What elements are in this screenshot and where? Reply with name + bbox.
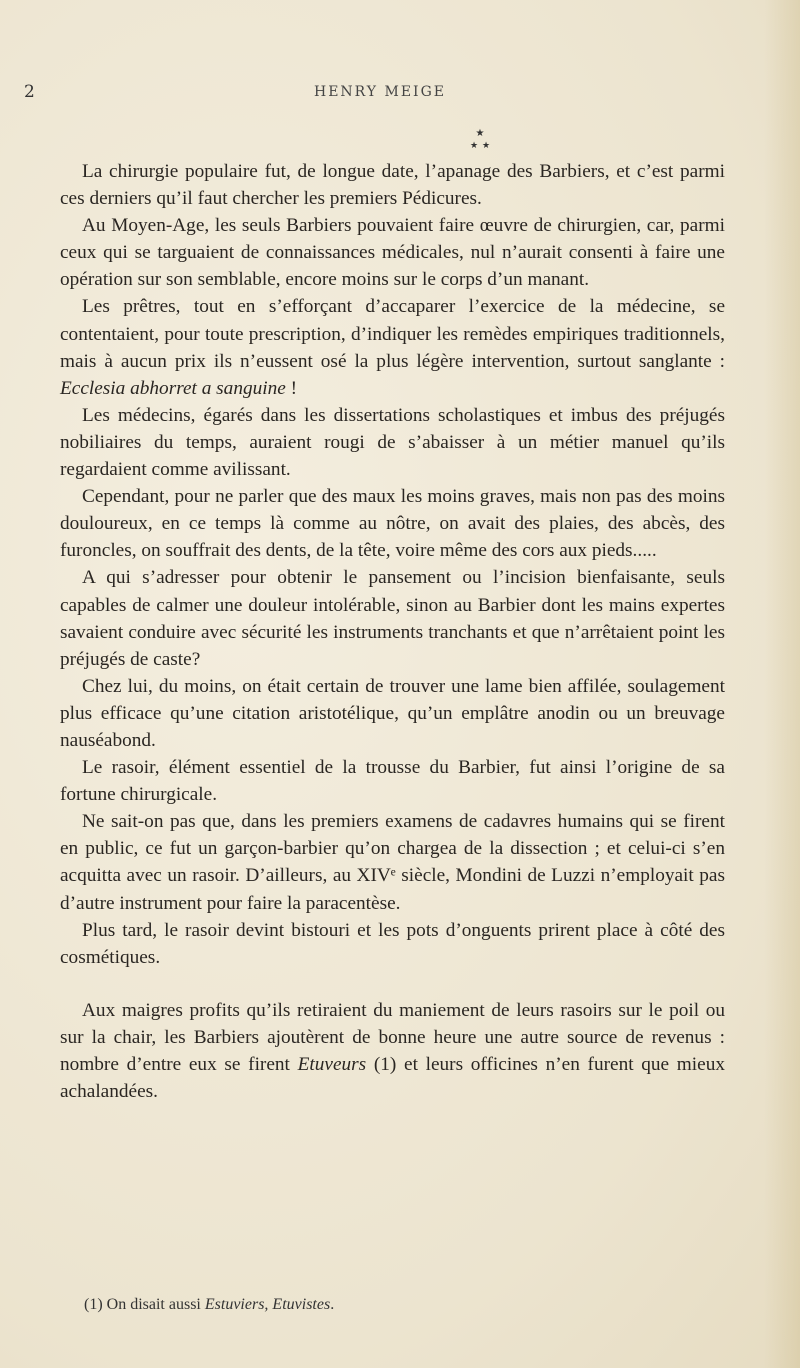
paragraph: Cependant, pour ne parler que des maux les moins graves, mais non pas des moins douloureux, en ce temps là comme au nôtre, on avait des plaies, des abcès, des furoncles, on souffrait des dents, de la tête, voire même des cors aux pieds..... <box>60 486 725 562</box>
page-edge-shading <box>764 0 800 1368</box>
page-header <box>24 82 724 106</box>
paragraph: Chez lui, du moins, on était certain de trouver une lame bien affilée, soulagement plus efficace qu’une citation aristotélique, qu’un emplâtre anodin ou un breuvage nauséabond. <box>60 675 725 751</box>
latin-quote: Ecclesia abhorret a sanguine <box>60 377 286 399</box>
svg-text:★: ★ <box>469 141 479 151</box>
paragraph: Au Moyen-Age, les seuls Barbiers pouvaient faire œuvre de chirurgien, car, parmi ceux qui se targuaient de connaissances médicales, nul n’aurait consenti à faire une opération sur son semblable, encore moins sur le corps d’un manant. <box>60 215 725 291</box>
running-head: HENRY MEIGE <box>314 84 446 100</box>
paragraph: La chirurgie populaire fut, de longue date, l’apanage des Barbiers, et c’est parmi ces derniers qu’il faut chercher les premiers Pédicures. <box>60 161 725 210</box>
paragraph: Ne sait-on pas que, dans les premiers examens de cadavres humains qui se firent en public, ce fut un garçon-barbier qu’on chargea de la dissection ; et celui-ci s’en acquitta avec un rasoir. D’ailleurs, au XIVᵉ siècle, Mondini de Luzzi n’employait pas d’autre instrument pour faire la paracentèse. <box>60 811 725 914</box>
footnote: (1) On disait aussi Estuviers, Etuvistes. <box>84 1296 335 1313</box>
svg-text:★: ★ <box>481 141 491 151</box>
svg-text:★: ★ <box>475 128 485 139</box>
paragraph: Les prêtres, tout en s’efforçant d’accaparer l’exercice de la médecine, se contentaient, pour toute prescription, d’indiquer les remèdes empiriques traditionnels, mais à aucun prix ils n’eussent osé la plus légère intervention, surtout sanglante : Ecclesia abhorret a sanguine ! <box>60 296 725 399</box>
paragraph: Plus tard, le rasoir devint bistouri et les pots d’onguents prirent place à côté des cosmétiques. <box>60 919 725 968</box>
etuveurs-term: Etuveurs <box>297 1054 367 1075</box>
body-text <box>60 158 725 1105</box>
paragraph: Aux maigres profits qu’ils retiraient du maniement de leurs rasoirs sur le poil ou sur la chair, les Barbiers ajoutèrent de bonne heure une autre source de revenus : nombre d’entre eux se firent Etuveurs (1) et leurs officines n’en furent que mieux achalandées. <box>60 999 725 1103</box>
paragraph: Le rasoir, élément essentiel de la trousse du Barbier, fut ainsi l’origine de sa fortune chirurgicale. <box>60 757 725 806</box>
paragraph: A qui s’adresser pour obtenir le pansement ou l’incision bienfaisante, seuls capables de calmer une douleur intolérable, sinon au Barbier dont les mains expertes savaient conduire avec sécurité les instruments tranchants et que n’arrêtaient point les préjugés de caste? <box>60 567 725 670</box>
page-number: 2 <box>24 82 35 102</box>
asterism-ornament <box>460 126 500 156</box>
asterism-icon <box>460 126 500 156</box>
footnote-terms: Estuviers, Etuvistes <box>204 1296 331 1313</box>
paragraph: Les médecins, égarés dans les dissertations scholastiques et imbus des préjugés nobiliaires du temps, auraient rougi de s’abaisser à un métier manuel qu’ils regardaient comme avilissant. <box>60 404 725 481</box>
